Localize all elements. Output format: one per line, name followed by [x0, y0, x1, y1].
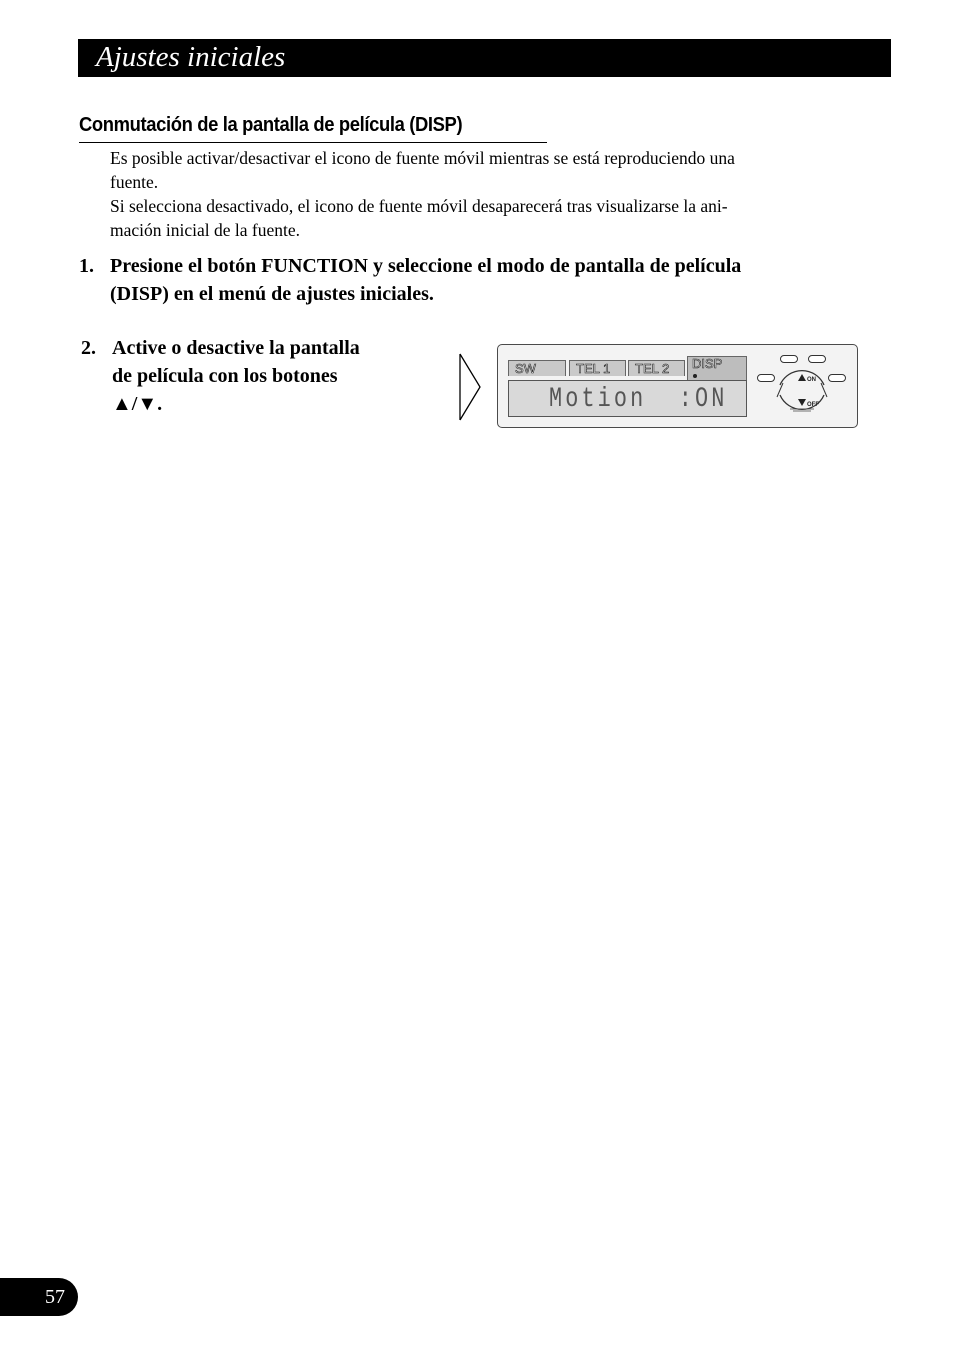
step-line: de película con los botones [112, 365, 338, 387]
heading-underline [79, 142, 547, 143]
step-line: Active o desactive la pantalla [112, 337, 360, 359]
header-bar [78, 39, 891, 77]
step-2 [81, 334, 441, 424]
on-label: ON [807, 377, 816, 383]
step-1 [79, 252, 879, 312]
page-number: 57 [0, 1278, 78, 1316]
tab-tel2: TEL 2 [628, 360, 685, 376]
paragraph-line: Si selecciona desactivado, el icono de fuente móvil desaparecerá tras visualizarse la ani- [110, 196, 728, 216]
tab-indicator-dot [693, 374, 697, 378]
section-heading: Conmutación de la pantalla de película (DISP) [79, 114, 463, 136]
top-left-button [780, 355, 798, 363]
off-label: OFF [807, 402, 819, 408]
lcd-text: Motion :ON [549, 384, 728, 415]
lcd-screen [508, 380, 747, 417]
paragraph-line: mación inicial de la fuente. [110, 220, 300, 240]
step-text [110, 252, 741, 308]
step-line: ▲/▼. [112, 393, 163, 415]
top-right-button [808, 355, 826, 363]
step-arrow-icon [457, 352, 483, 422]
tab-disp-label: DISP [692, 356, 723, 371]
step-line: (DISP) en el menú de ajustes iniciales. [110, 283, 434, 305]
tab-sw: SW [508, 360, 566, 376]
paragraph-2 [110, 194, 870, 242]
paragraph-1 [110, 146, 870, 194]
step-number: 1. [79, 255, 94, 277]
step-line: Presione el botón FUNCTION y seleccione el modo de pantalla de película [110, 255, 742, 277]
step-text [112, 334, 360, 418]
display-illustration [497, 344, 858, 428]
step-number: 2. [81, 337, 96, 359]
page-title: Ajustes iniciales [96, 41, 286, 73]
joystick-icon [773, 365, 831, 417]
paragraph-line: fuente. [110, 172, 159, 192]
tab-tel1: TEL 1 [569, 360, 626, 376]
paragraph-line: Es posible activar/desactivar el icono de fuente móvil mientras se está reproduciendo una [110, 148, 735, 168]
